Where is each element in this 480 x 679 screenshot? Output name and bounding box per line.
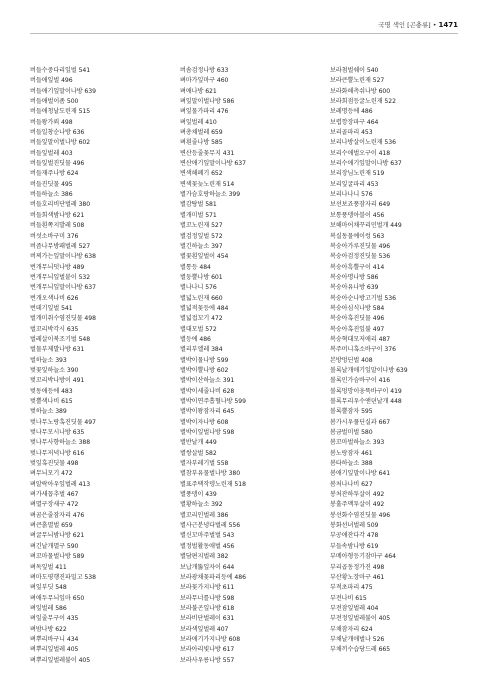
index-entry: 별박이뿔나방 602 [180,366,229,374]
index-entry: 벚꽃잎하늘소 390 [30,366,79,374]
index-entry: 별박이자나방 608 [180,418,229,426]
index-entry: 버들하늘소 386 [30,191,73,199]
index-entry: 별담편지벌레 382 [180,553,229,561]
index-entry: 보렵깡장파구 464 [330,118,379,126]
index-entry: 변색꽃늦노린재 514 [180,180,235,188]
index-entry: 보라화해측쉬나방 600 [330,87,391,95]
index-entry: 벌물부제발나방 631 [30,346,85,354]
index-entry: 부채잠자리 624 [330,625,373,633]
index-entry: 벼잎벌레 586 [30,604,67,612]
index-entry: 변산등줄꽃무지 431 [180,149,235,157]
index-entry: 버들진딧물 495 [30,180,73,188]
index-entry: 벼굴무늬밤나방 621 [30,532,85,540]
index-entry: 보라색잎벌레 407 [180,625,229,633]
page-number: 1471 [438,21,458,29]
index-entry: 벼무늬모기 472 [30,470,73,478]
section-subtitle: [곤충류] [407,21,431,29]
index-entry: 별풍뎅이 439 [180,491,217,499]
index-entry: 벚나무노랑혹진딧물 497 [30,418,96,426]
index-entry: 번개무늬잎말이나방 637 [30,284,96,292]
index-entry: 벼뿌리바구니 434 [30,635,79,643]
index-entry: 별참부유물벌나방 380 [180,470,241,478]
index-entry: 벚나무사향하늘소 388 [30,439,91,447]
index-entry: 버들애잎벌 496 [30,77,73,85]
index-entry: 버들수중다리잎벌 541 [30,67,91,74]
index-entry: 봄처나나비 627 [330,480,373,488]
index-entry: 벼멸구장새구 472 [30,501,79,509]
index-entry: 버들재주나방 624 [30,170,79,178]
index-entry: 보라불곤잎나방 618 [180,604,235,612]
running-header [378,20,458,29]
index-entry: 버들애벌이좀 500 [30,98,79,106]
index-entry: 보라꽃가지나방 611 [180,584,235,592]
index-entry: 복숭아가루진딧물 496 [330,242,391,250]
index-entry: 복숭아혹진딧물 496 [330,315,385,323]
index-entry: 보라광채꽃파리등에 486 [180,573,246,581]
index-entry: 벼독잎벌 411 [30,563,67,571]
index-entry: 벼애나방 621 [180,87,217,95]
index-entry: 복숭아검정진딧물 536 [330,253,391,261]
header-bullet: • [432,21,437,29]
index-entry: 부전잠잎벌레 404 [330,604,379,612]
index-entry: 보리잎굴파리 453 [330,180,379,188]
index-entry: 별자부레기벌 558 [180,460,229,468]
index-entry: 별박이잎벌나방 598 [180,429,235,437]
index-entry: 별표주택작뎅노린재 518 [180,480,246,488]
index-entry: 보라큰뿔노린재 527 [330,77,385,85]
index-entry: 벌하늘소 393 [30,356,67,364]
index-entry: 복숭아순나방고기벌 536 [330,294,396,302]
index-entry: 별리부엘레 384 [180,346,223,354]
index-entry: 벼뿌리잎벌레 405 [30,646,79,654]
index-entry: 별반날개 449 [180,439,217,447]
index-entry: 벌꼬리박각시 635 [30,325,79,333]
index-entry: 버섯소바구미 376 [30,232,79,240]
index-entry: 보리나방살이노린재 536 [330,139,396,147]
index-entry: 보리나나니 576 [330,191,373,199]
index-entry: 별대모벌 572 [180,325,217,333]
index-entry: 벼잎벌레 410 [180,118,217,126]
index-entry: 버들일창순나방 636 [30,129,85,137]
index-entry: 별박이산하늘소 391 [180,377,235,385]
index-entry: 벌레살이북조기벌 548 [30,335,91,343]
index-entry: 부채끼수습당드레 665 [330,646,391,654]
index-entry: 벼잎줄무구이 435 [30,615,79,623]
index-entry: 부공애잔다각 478 [330,532,379,540]
index-entry: 버들잎벌레 403 [30,149,73,157]
index-column-2 [180,66,246,666]
index-entry: 벚하늘소 389 [30,408,67,416]
index-entry: 버들애청날도린재 515 [30,108,91,116]
index-entry: 별넓노린재 660 [180,294,223,302]
index-entry: 별등에 486 [180,335,211,343]
index-entry: 벼밤나방 622 [30,625,67,633]
index-entry: 벼마도평행진파밀고 538 [30,573,96,581]
index-entry: 봄가시우풀딘실과 667 [330,418,391,426]
index-entry: 벚잎혹진딧물 498 [30,460,79,468]
index-entry: 보리골파리 453 [330,129,373,137]
index-entry: 보레명등에 486 [330,108,373,116]
index-entry: 별꽃흰잎벌이 454 [180,253,229,261]
index-entry: 볼록무리우수앤뎐날개 448 [330,398,402,405]
index-entry: 별긴하늘소 397 [180,242,223,250]
index-entry: 벼꼬마물벌나방 589 [30,553,85,561]
index-entry: 변색해폐기 652 [180,170,223,178]
index-entry: 별나나니 576 [180,284,217,292]
index-entry: 보리수애기잎말이나방 637 [330,160,402,168]
index-entry: 별넓접꼬기 472 [180,315,223,323]
index-entry: 봄금벌미벌 580 [330,429,373,437]
index-entry: 복숭아흑뿔구이 414 [330,263,385,271]
index-entry: 버들잎벌진딧물 496 [30,160,85,168]
index-entry: 벼애두무늬잎마 650 [30,594,85,602]
index-entry: 보선보죠풍잠자리 649 [330,201,391,209]
index-entry: 버솜검정나방 633 [180,67,229,74]
index-entry: 봄타하늘소 388 [330,460,373,468]
index-entry: 벚나무저녁나방 616 [30,449,85,457]
index-entry: 버들흰쪽지발레 508 [30,222,85,230]
index-entry: 보라사우릉나방 557 [180,656,235,664]
index-entry: 별가슴호랑하늘소 399 [180,191,241,199]
index-entry: 벚나무모시나방 635 [30,429,85,437]
index-entry: 벚뿔색나비 615 [30,398,73,405]
index-entry: 봉처잔하투살이 492 [330,491,385,499]
index-entry: 벼큰흙멸벌 659 [30,522,73,530]
index-entry: 별박이왕잠자리 645 [180,408,235,416]
index-entry: 별사근분녕다벌레 556 [180,522,241,530]
index-entry: 봉선화수염진딧물 496 [330,511,391,519]
index-entry: 봉화선녀벌레 509 [330,522,379,530]
index-entry: 부산황노장마구 461 [330,573,385,581]
index-entry: 봄애기잎말이나방 641 [330,470,391,478]
index-entry: 버찌가는잎말이나방 638 [30,253,96,261]
index-entry: 별신꼬마주벌벌 543 [180,532,235,540]
index-entry: 부전나비 615 [330,594,367,602]
index-entry: 벼총채벌레 659 [180,129,223,137]
index-entry: 버들잎말이벌나방 602 [30,139,91,147]
header-divider [30,33,458,34]
index-entry: 변산애기잎말이나방 637 [180,160,246,168]
index-entry: 봄꼬마벌하늘소 393 [330,439,385,447]
index-entry: 벌개미취수염진딧물 498 [30,315,96,323]
index-entry: 부적초파리 475 [330,584,373,592]
index-entry: 번개무늬잎벌붙이 532 [30,273,91,281]
index-entry: 별박이물나방 599 [180,356,229,364]
index-entry: 별검정잎벌 572 [180,232,223,240]
index-entry: 별넓적꽃등에 484 [180,304,229,312]
index-entry: 별개미벌 571 [180,211,217,219]
index-entry: 버들회색밤나방 621 [30,211,85,219]
index-column-1 [30,66,96,666]
index-entry: 벼긴날개멸구 590 [30,542,79,550]
index-entry: 복숭아혹진잎불 497 [330,325,385,333]
index-entry: 벼뿌리잎벌레불이 405 [30,656,91,664]
index-entry: 별황하늘소 392 [180,501,223,509]
index-entry: 보라무너를나방 598 [180,594,235,602]
index-entry: 보리수애벌오구이 418 [330,149,391,157]
index-entry: 별둥뿔나방 601 [180,273,223,281]
index-entry: 보라회점등굴노린재 522 [330,98,396,106]
index-entry: 번데기잎벌 541 [30,304,73,312]
index-entry: 벼마가잎마구 460 [180,77,229,85]
index-entry: 번개무늬덧나방 489 [30,263,85,271]
index-entry: 복숭혁대모저애리 487 [330,335,391,343]
index-entry: 별꼬노린재 527 [180,222,223,230]
index-entry: 볼록멍망이웅뚝바구이 419 [330,387,402,395]
index-entry: 벚동애등에 483 [30,387,73,395]
index-entry: 봉훌주맥투살이 492 [330,501,385,509]
index-entry: 번개오색나비 626 [30,294,79,302]
index-entry: 벼곰은줄잠자리 476 [30,511,85,519]
index-entry: 별정벌활동애벌 456 [180,542,235,550]
index-column-3 [330,66,408,656]
index-entry: 벼흰줄나방 585 [180,139,223,147]
index-entry: 보라비단벌레이 631 [180,615,235,623]
index-entry: 보해마어채꾸리민벌개 449 [330,222,402,230]
index-entry: 별통등 484 [180,263,211,271]
index-entry: 별꼬리인벌레 386 [180,511,229,519]
index-entry: 보라애기가지나방 608 [180,635,241,643]
index-entry: 버들호리비단벌레 380 [30,201,91,209]
index-entry: 복주머니혹소바구이 376 [330,346,396,354]
index-entry: 별쌍살벌 582 [180,449,217,457]
index-entry: 부들속밤나방 619 [330,542,379,550]
index-entry: 별박이세줄나비 628 [180,387,235,395]
section-title: 국명 색인 [378,21,406,29]
index-entry: 보라첨벌쉐이 540 [330,67,379,74]
index-entry: 부리곱동정가진 498 [330,563,385,571]
index-entry: 부전정잎벌레불이 405 [330,615,391,623]
index-entry: 벼가새꼽추벌 467 [30,491,79,499]
index-entry: 복숭아심식나방 584 [330,304,385,312]
index-entry: 버들왕가뢰 498 [30,118,73,126]
index-entry: 벼잎부딧 548 [30,584,67,592]
index-entry: 볼록날개애기잎말이나방 639 [330,366,408,374]
index-entry: 복숭아유나방 639 [330,284,379,292]
index-entry: 보라아리빛나방 617 [180,646,235,654]
index-entry: 버들애기잎말이나방 639 [30,87,96,95]
index-entry: 부메아형등기잠마구 464 [330,553,396,561]
index-entry: 부채날개애벌나 526 [330,635,385,643]
index-entry: 벼잎물가파리 476 [180,108,229,116]
index-entry: 복숭아명나방 586 [330,273,379,281]
index-entry: 봄노랑잠자 461 [330,449,373,457]
index-entry: 버즘나무방패벌레 527 [30,242,91,250]
index-entry: 보통풍뎅아블이 456 [330,211,385,219]
index-entry: 본방멍딘벌 408 [330,356,373,364]
index-entry: 벼알락아우잎벌레 413 [30,480,91,488]
index-entry: 벚꼬리박나방이 491 [30,377,85,385]
index-entry: 벼잎말이벌나방 586 [180,98,235,106]
index-entry: 복실동물예이렁 563 [330,232,385,240]
index-entry: 볼록민가슴바구이 416 [330,377,391,385]
index-entry: 별박이연주흡혈나방 599 [180,398,246,405]
index-entry: 볼록뿔잠자 595 [330,408,373,416]
index-entry: 보납개뚫잎자이 644 [180,563,235,571]
index-entry: 보리장님노린재 519 [330,170,385,178]
index-entry: 별감탕벌 581 [180,201,217,209]
